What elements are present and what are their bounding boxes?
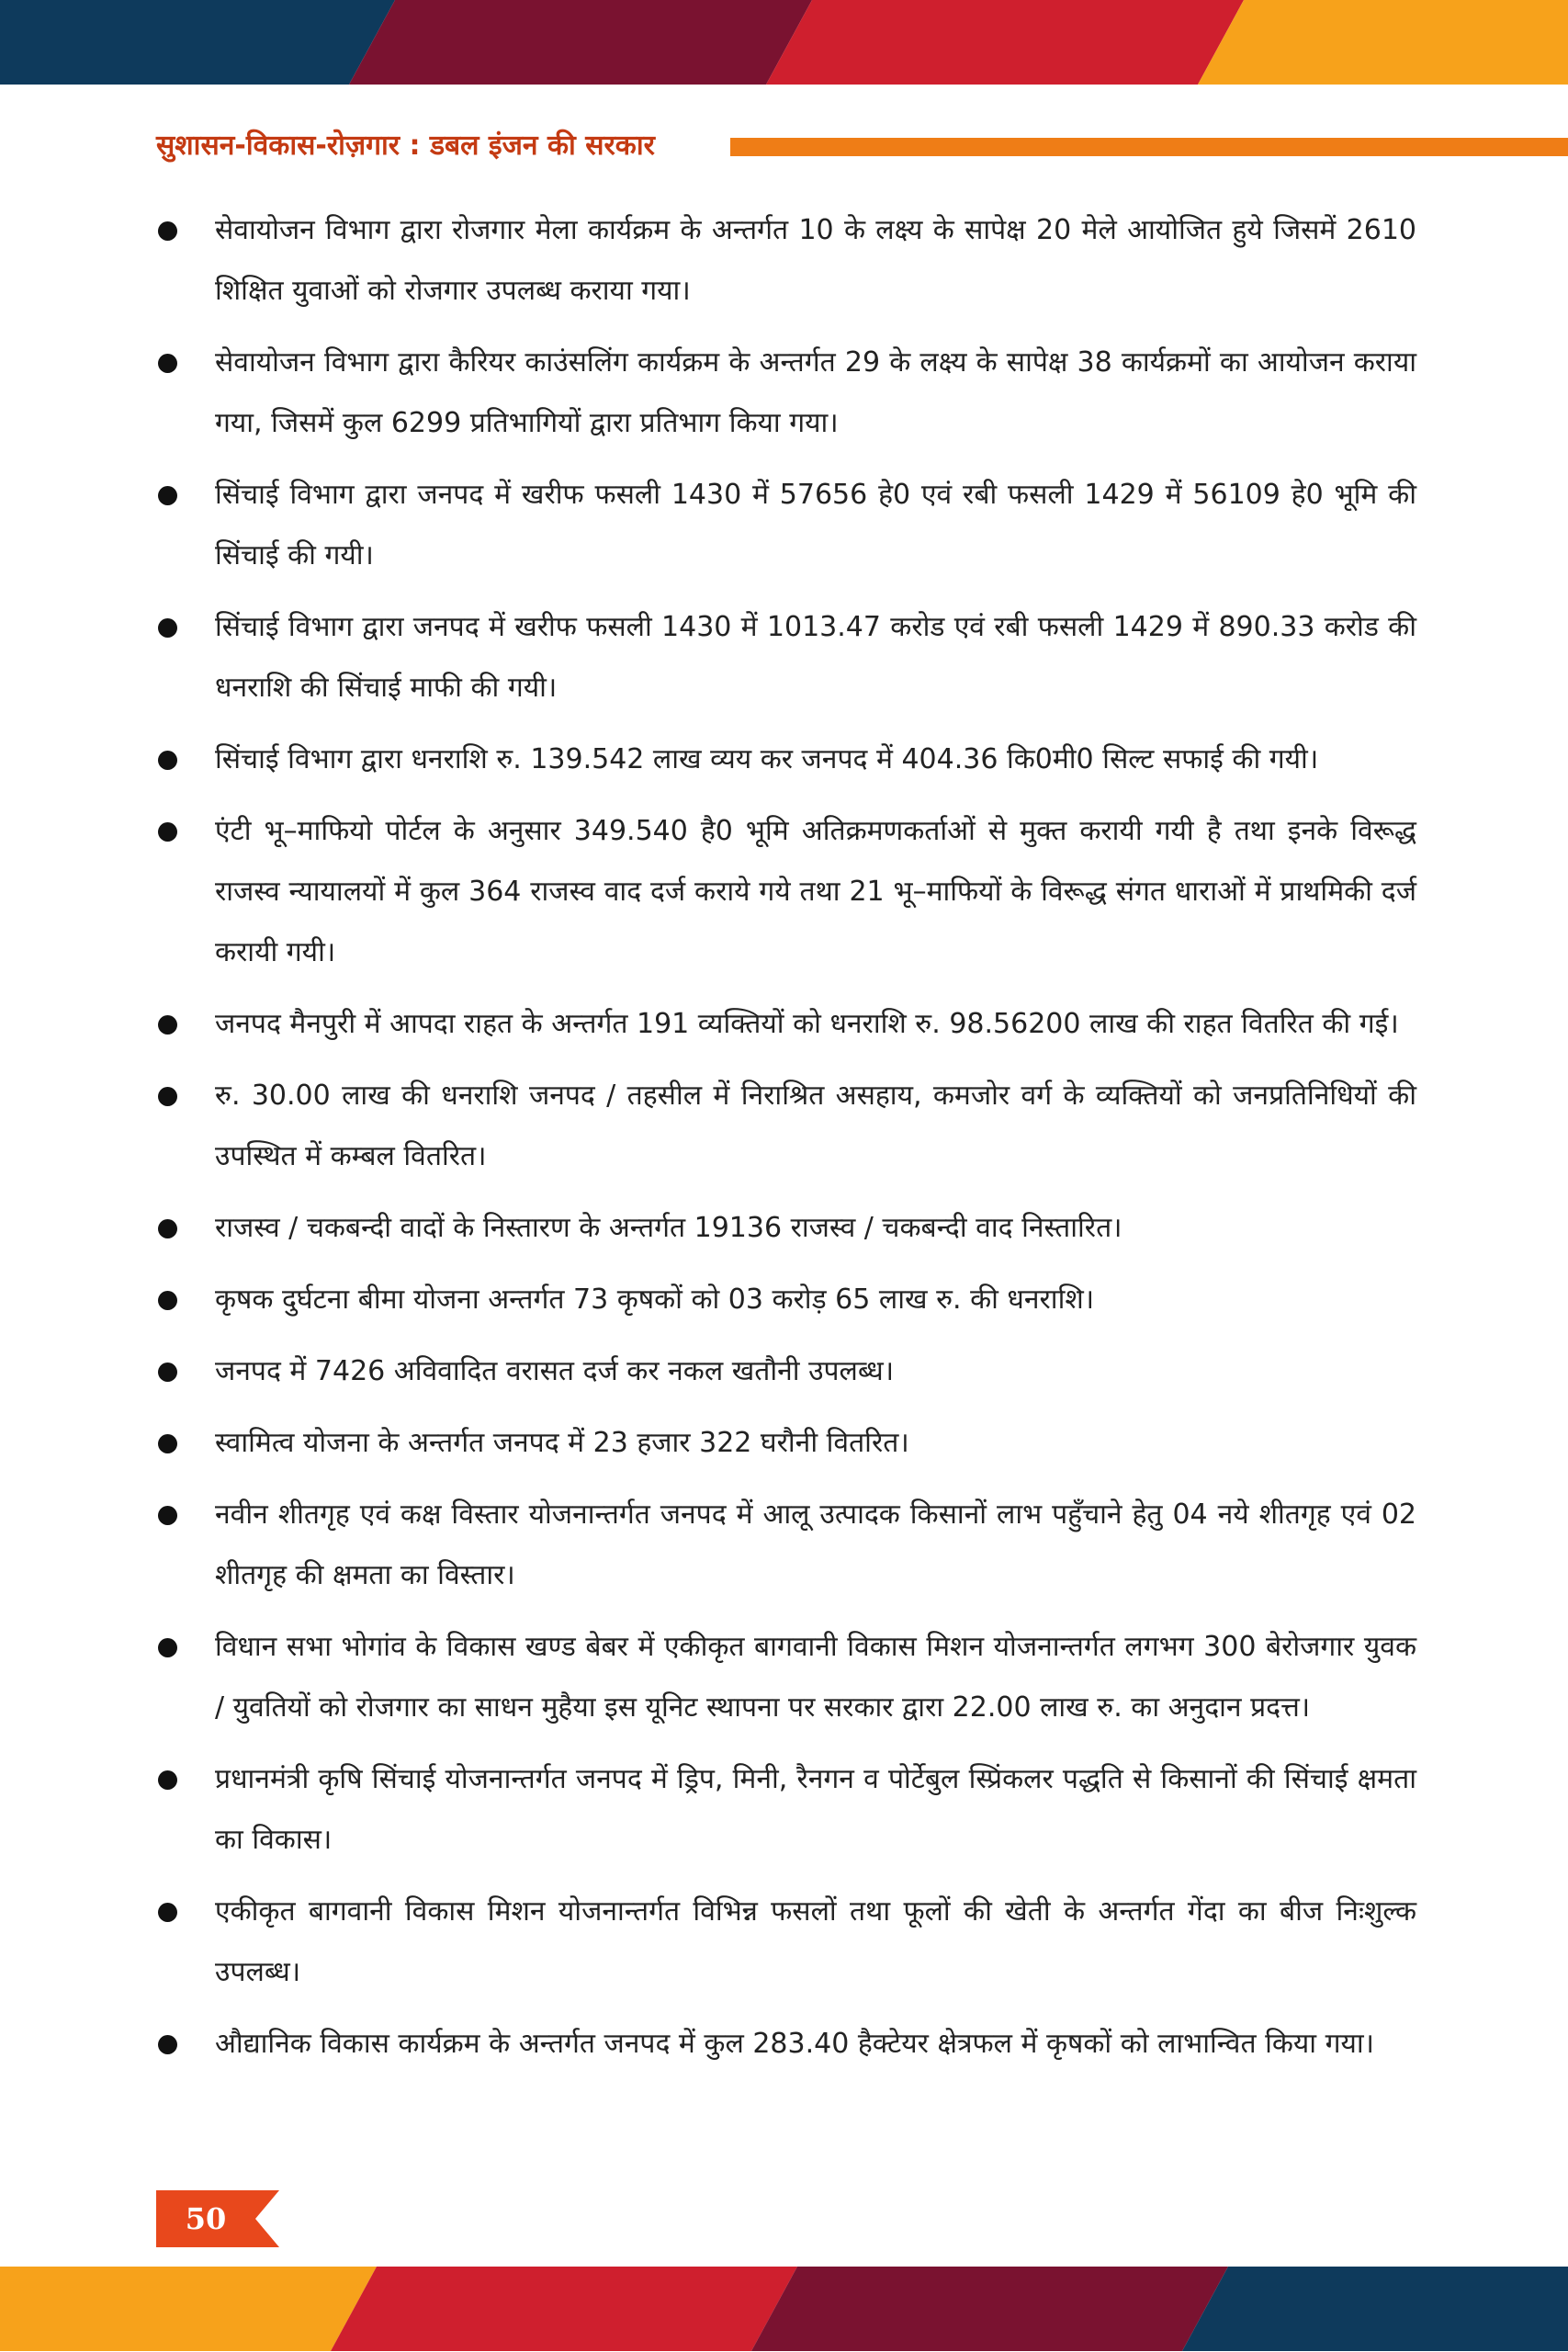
bullet-dot-icon	[158, 751, 177, 770]
bullet-item	[154, 1066, 1416, 1187]
bullet-dot-icon	[158, 1638, 177, 1657]
bullet-text: सेवायोजन विभाग द्वारा रोजगार मेला कार्यक्रम के अन्तर्गत 10 के लक्ष्य के सापेक्ष 20 मेले आयोजित हुये जिसमें 2610 शिक्षित युवाओं को रोजगार उपलब्ध कराया गया।	[215, 214, 1416, 307]
bullet-item	[154, 1270, 1416, 1330]
top-band-maroon-segment	[349, 0, 812, 85]
bullet-item	[154, 1341, 1416, 1402]
bullet-text: रु. 30.00 लाख की धनराशि जनपद / तहसील में निराश्रित असहाय, कमजोर वर्ग के व्यक्तियों को जनप्रतिनिधियों की उपस्थित में कम्बल वितरित।	[215, 1080, 1416, 1172]
bullet-item	[154, 597, 1416, 718]
bottom-decorative-band	[0, 2267, 1568, 2351]
bullet-text: राजस्व / चकबन्दी वादों के निस्तारण के अन्तर्गत 19136 राजस्व / चकबन्दी वाद निस्तारित।	[215, 1212, 1122, 1244]
bullet-dot-icon	[158, 1903, 177, 1922]
bullet-dot-icon	[158, 1291, 177, 1310]
bullet-dot-icon	[158, 1219, 177, 1238]
bullet-dot-icon	[158, 1434, 177, 1453]
bullet-item	[154, 333, 1416, 454]
bullet-item	[154, 1413, 1416, 1474]
bullet-item	[154, 729, 1416, 790]
bullet-text: सिंचाई विभाग द्वारा धनराशि रु. 139.542 लाख व्यय कर जनपद में 404.36 कि0मी0 सिल्ट सफाई की गयी।	[215, 743, 1319, 775]
bullet-dot-icon	[158, 1363, 177, 1382]
bullet-text: प्रधानमंत्री कृषि सिंचाई योजनान्तर्गत जनपद में ड्रिप, मिनी, रैनगन व पोर्टेबुल स्प्रिंकलर पद्धति से किसानों की सिंचाई क्षमता का विकास।	[215, 1763, 1416, 1856]
bullet-dot-icon	[158, 1087, 177, 1106]
bullet-item	[154, 801, 1416, 983]
bottom-band-red-segment	[331, 2267, 797, 2351]
bullet-text: कृषक दुर्घटना बीमा योजना अन्तर्गत 73 कृषकों को 03 करोड़ 65 लाख रु. की धनराशि।	[215, 1283, 1095, 1316]
bullet-dot-icon	[158, 1015, 177, 1035]
bullet-item	[154, 1882, 1416, 2003]
bullet-item	[154, 994, 1416, 1055]
top-band-orange-segment	[1198, 0, 1568, 85]
header-title: सुशासन-विकास-रोज़गार : डबल इंजन की सरकार	[156, 130, 655, 162]
bullet-item	[154, 1198, 1416, 1259]
page-number-tab	[156, 2190, 279, 2247]
bullet-item	[154, 1617, 1416, 1738]
bullet-dot-icon	[158, 1506, 177, 1525]
bullet-item	[154, 465, 1416, 586]
top-band-red-segment	[766, 0, 1244, 85]
bullet-text: जनपद में 7426 अविवादित वरासत दर्ज कर नकल खतौनी उपलब्ध।	[215, 1355, 895, 1387]
header-rule	[730, 138, 1568, 156]
bottom-band-orange-segment	[0, 2267, 377, 2351]
bullet-list	[154, 200, 1416, 2086]
bullet-item	[154, 200, 1416, 322]
bullet-dot-icon	[158, 2035, 177, 2054]
bottom-band-maroon-segment	[751, 2267, 1228, 2351]
page-number: 50	[185, 2201, 227, 2236]
top-band-navy-segment	[0, 0, 395, 85]
bullet-text: औद्यानिक विकास कार्यक्रम के अन्तर्गत जनपद में कुल 283.40 हैक्टेयर क्षेत्रफल में कृषकों को लाभान्वित किया गया।	[215, 2028, 1375, 2060]
bullet-text: सिंचाई विभाग द्वारा जनपद में खरीफ फसली 1430 में 57656 हे0 एवं रबी फसली 1429 में 56109 हे0 भूमि की सिंचाई की गयी।	[215, 479, 1416, 571]
bullet-dot-icon	[158, 354, 177, 373]
bullet-dot-icon	[158, 1770, 177, 1790]
bullet-dot-icon	[158, 618, 177, 638]
bullet-text: नवीन शीतगृह एवं कक्ष विस्तार योजनान्तर्गत जनपद में आलू उत्पादक किसानों लाभ पहुँचाने हेतु 04 नये शीतगृह एवं 02 शीतगृह की क्षमता का विस्तार।	[215, 1498, 1416, 1591]
bullet-text: सेवायोजन विभाग द्वारा कैरियर काउंसलिंग कार्यक्रम के अन्तर्गत 29 के लक्ष्य के सापेक्ष 38 कार्यक्रमों का आयोजन कराया गया, जिसमें कुल 6299 प्रतिभागियों द्वारा प्रतिभाग किया गया।	[215, 346, 1416, 439]
bullet-item	[154, 1749, 1416, 1871]
top-decorative-band	[0, 0, 1568, 85]
bullet-item	[154, 2014, 1416, 2075]
bullet-dot-icon	[158, 221, 177, 241]
page-header	[156, 127, 1413, 165]
bullet-dot-icon	[158, 486, 177, 505]
bullet-text: स्वामित्व योजना के अन्तर्गत जनपद में 23 हजार 322 घरौनी वितरित।	[215, 1427, 909, 1459]
bullet-text: विधान सभा भोगांव के विकास खण्ड बेबर में एकीकृत बागवानी विकास मिशन योजनान्तर्गत लगभग 300 बेरोजगार युवक / युवतियों को रोजगार का साधन मुहैया इस यूनिट स्थापना पर सरकार द्वारा 22.00 लाख रु. का अनुदान प्रदत्त।	[215, 1631, 1416, 1724]
bullet-item	[154, 1485, 1416, 1606]
bullet-text: सिंचाई विभाग द्वारा जनपद में खरीफ फसली 1430 में 1013.47 करोड एवं रबी फसली 1429 में 890.33 करोड की धनराशि की सिंचाई माफी की गयी।	[215, 611, 1416, 704]
bullet-text: एंटी भू–माफियो पोर्टल के अनुसार 349.540 है0 भूमि अतिक्रमणकर्ताओं से मुक्त करायी गयी है तथा इनके विरूद्ध राजस्व न्यायालयों में कुल 364 राजस्व वाद दर्ज कराये गये तथा 21 भू–माफियों के विरूद्ध संगत धाराओं में प्राथमिकी दर्ज करायी गयी।	[215, 815, 1416, 968]
bullet-text: जनपद मैनपुरी में आपदा राहत के अन्तर्गत 191 व्यक्तियों को धनराशि रु. 98.56200 लाख की राहत वितरित की गई।	[215, 1008, 1399, 1040]
bullet-dot-icon	[158, 822, 177, 842]
bullet-text: एकीकृत बागवानी विकास मिशन योजनान्तर्गत विभिन्न फसलों तथा फूलों की खेती के अन्तर्गत गेंदा का बीज निःशुल्क उपलब्ध।	[215, 1895, 1416, 1988]
bottom-band-navy-segment	[1182, 2267, 1568, 2351]
